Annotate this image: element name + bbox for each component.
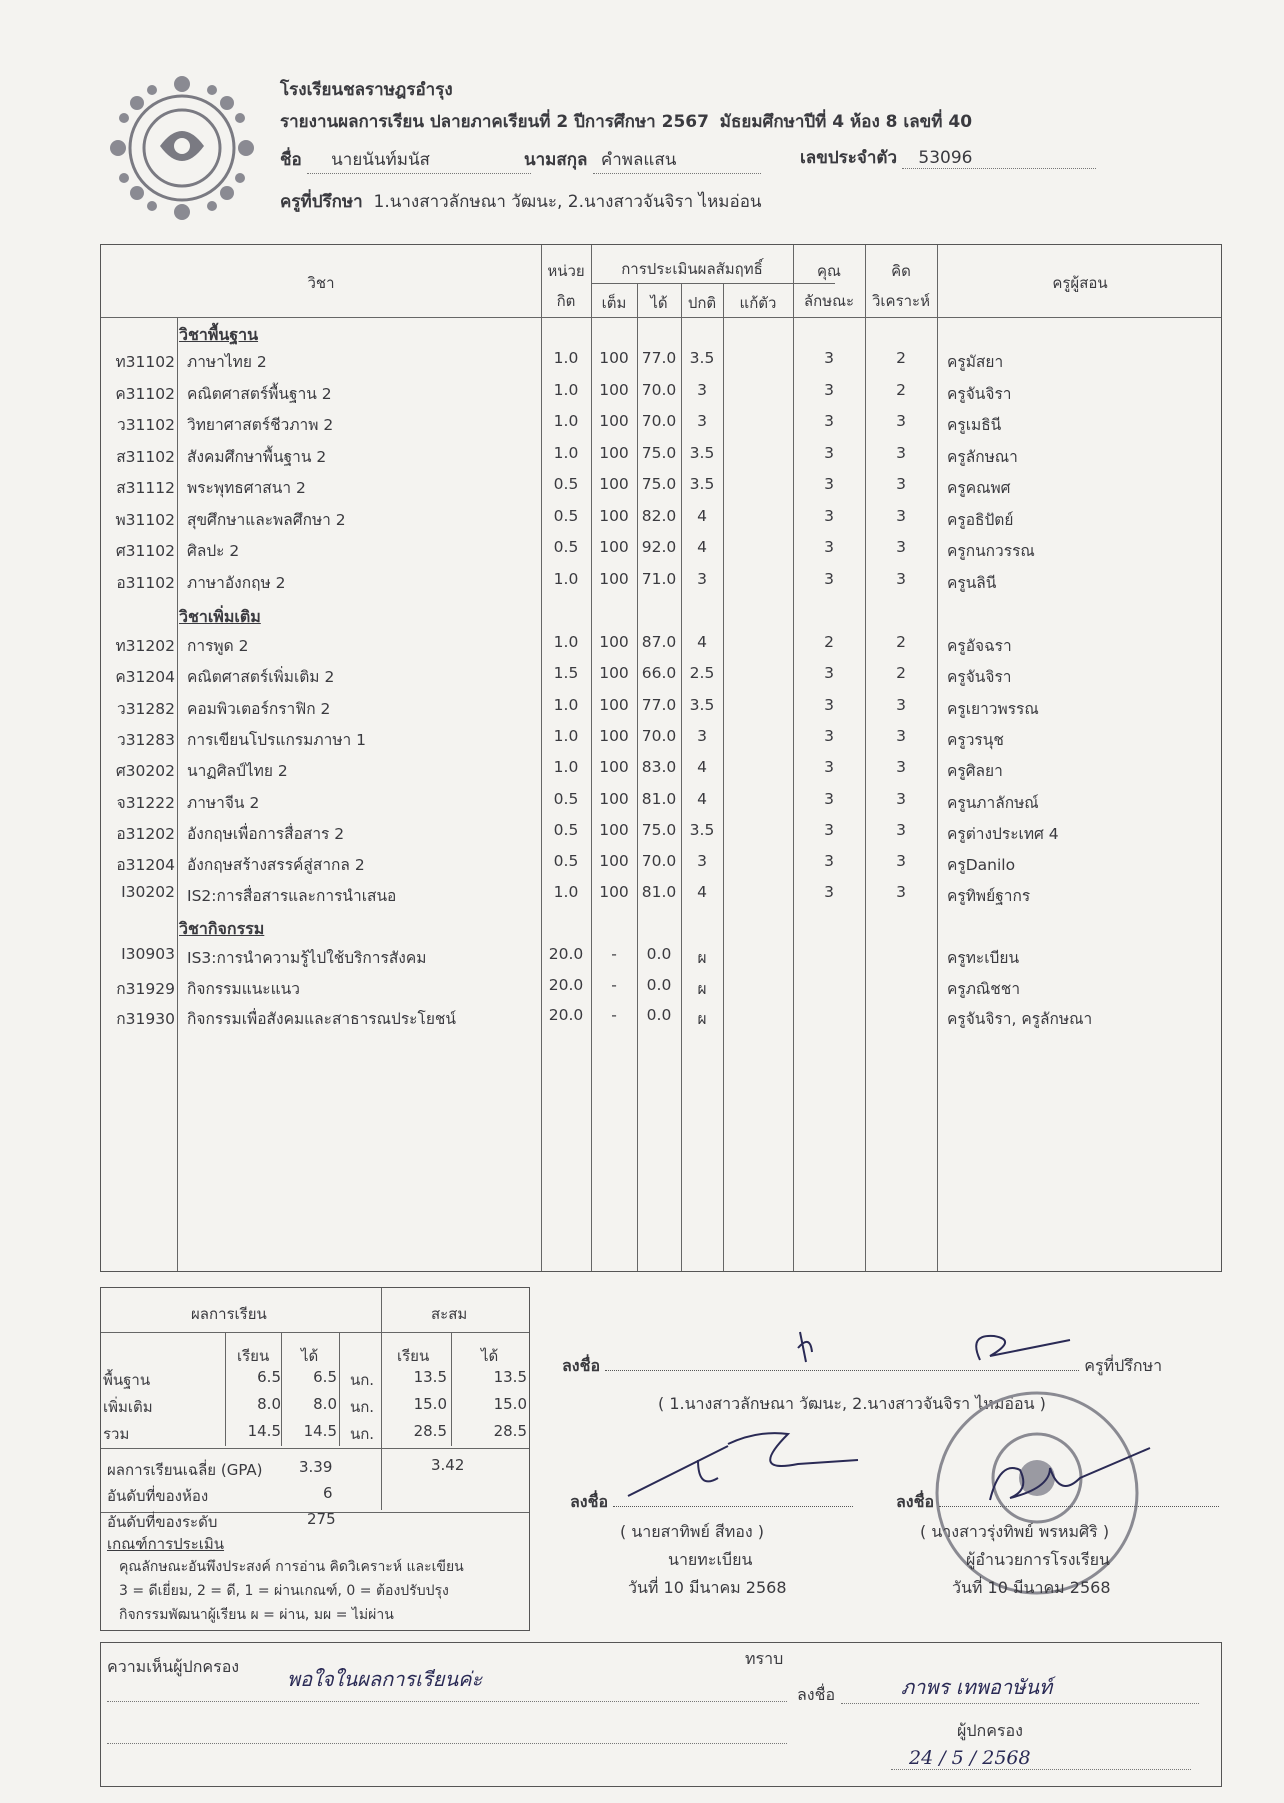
advisor-signatures	[780, 1320, 1120, 1380]
table-row	[101, 471, 1221, 501]
cell-got: 83.0	[641, 758, 677, 777]
gpa-label: ผลการเรียนเฉลี่ย (GPA)	[107, 1461, 263, 1479]
cell-grade: 4	[697, 506, 707, 525]
header-subject: วิชา	[307, 274, 335, 292]
summary-acc-got: 15.0	[493, 1395, 527, 1413]
cell-char: 3	[824, 664, 834, 683]
parent-ack-label: ทราบ	[745, 1649, 784, 1668]
cell-name: IS3:การนำความรู้ไปใช้บริการสังคม	[187, 949, 427, 967]
cell-got: 70.0	[641, 852, 677, 871]
cell-got: 70.0	[641, 412, 677, 430]
cell-code: ค31102	[115, 384, 175, 403]
table-row	[101, 1002, 1221, 1032]
cell-grade: 3	[697, 412, 707, 430]
registrar-role: นายทะเบียน	[668, 1550, 753, 1569]
table-row	[101, 879, 1221, 909]
summary-study-header: เรียน	[237, 1347, 270, 1365]
cell-name: การพูด 2	[187, 637, 249, 655]
cell-teacher: ครูต่างประเทศ 4	[947, 824, 1059, 843]
cell-think: 3	[896, 758, 906, 777]
cell-name: พระพุทธศาสนา 2	[187, 479, 306, 497]
cell-credit: 0.5	[553, 852, 579, 871]
cell-grade: 3	[697, 380, 707, 399]
cell-full: 100	[599, 852, 629, 871]
criteria-line-2: 3 = ดีเยี่ยม, 2 = ดี, 1 = ผ่านเกณฑ์, 0 = ต้องปรับปรุง	[119, 1583, 449, 1599]
cell-full: 100	[599, 506, 629, 525]
cell-got: 87.0	[641, 633, 677, 651]
cell-full: 100	[599, 412, 629, 430]
advisor-role: ครูที่ปรึกษา	[1084, 1356, 1163, 1375]
cell-grade: 3.5	[689, 443, 715, 462]
cell-name: ภาษาไทย 2	[187, 353, 267, 371]
cell-grade: 3	[697, 569, 707, 588]
cell-got: 75.0	[641, 475, 677, 493]
table-row	[101, 440, 1221, 470]
cell-credit: 1.0	[553, 380, 579, 399]
student-name-row	[280, 146, 531, 174]
cell-teacher: ครูอธิปัตย์	[947, 510, 1014, 529]
table-row	[101, 566, 1221, 596]
cell-full: 100	[599, 475, 629, 493]
cell-think: 3	[896, 506, 906, 525]
cell-code: ว31283	[116, 730, 175, 749]
cell-credit: 20.0	[548, 975, 584, 994]
cell-think: 3	[896, 820, 906, 839]
director-name: ( นางสาวรุ่งทิพย์ พรหมศิริ )	[920, 1522, 1110, 1541]
cell-char: 3	[824, 443, 834, 462]
advisor-names: ( 1.นางสาวลักษณา วัฒนะ, 2.นางสาวจันจิรา ไหมอ่อน )	[658, 1394, 1046, 1413]
cell-code: ว31282	[116, 699, 175, 718]
cell-code: ส31112	[116, 479, 175, 497]
cell-got: 71.0	[641, 569, 677, 588]
cell-teacher: ครูDanilo	[947, 856, 1016, 875]
cell-name: ภาษาอังกฤษ 2	[187, 573, 286, 592]
school-name: โรงเรียนชลราษฎรอำรุง	[280, 80, 453, 100]
cell-name: IS2:การสื่อสารและการนำเสนอ	[187, 887, 397, 906]
director-signature	[960, 1440, 1160, 1520]
header-characteristics-top: คุณ	[817, 262, 841, 280]
cell-full: -	[611, 945, 617, 963]
summary-accum-header: สะสม	[431, 1305, 468, 1323]
cell-char: 3	[824, 569, 834, 588]
registrar-date: วันที่ 10 มีนาคม 2568	[628, 1578, 787, 1597]
cell-name: ศิลปะ 2	[187, 542, 240, 560]
student-surname: คำพลแสน	[593, 146, 761, 174]
table-row	[101, 723, 1221, 753]
cell-grade: ผ	[697, 1010, 707, 1028]
summary-acc-study: 15.0	[413, 1395, 447, 1413]
parent-date: 24 / 5 / 2568	[909, 1747, 1031, 1769]
cell-full: 100	[599, 349, 629, 367]
summary-acc-study: 28.5	[413, 1422, 447, 1440]
cell-full: 100	[599, 726, 629, 745]
table-row	[101, 692, 1221, 722]
cell-credit: 1.0	[553, 443, 579, 462]
table-row	[101, 786, 1221, 816]
cell-teacher: ครูนลินี	[947, 573, 997, 592]
cell-name: กิจกรรมแนะแนว	[187, 979, 300, 998]
summary-study: 14.5	[247, 1422, 281, 1440]
cell-code: ก31929	[116, 979, 175, 998]
header-thinking-bottom: วิเคราะห์	[871, 292, 930, 310]
cell-teacher: ครูลักษณา	[947, 447, 1018, 466]
cell-think: 3	[896, 569, 906, 588]
rank-level-label: อันดับที่ของระดับ	[107, 1513, 218, 1531]
criteria-line-3: กิจกรรมพัฒนาผู้เรียน ผ = ผ่าน, มผ = ไม่ผ่าน	[119, 1607, 394, 1623]
cell-teacher: ครูภณิชชา	[947, 979, 1021, 998]
cell-think: 2	[896, 633, 906, 651]
cell-got: 75.0	[641, 820, 677, 839]
table-row	[101, 408, 1221, 438]
cell-grade: 3	[697, 852, 707, 871]
header-credit-top: หน่วย	[547, 262, 585, 280]
cell-got: 0.0	[646, 945, 672, 963]
parent-section	[100, 1642, 1222, 1787]
parent-sign-label: ลงชื่อ	[797, 1685, 836, 1704]
cell-code: ท31102	[115, 353, 175, 371]
registrar-name: ( นายสาทิพย์ สีทอง )	[620, 1522, 764, 1541]
cell-full: 100	[599, 538, 629, 556]
cell-credit: 20.0	[548, 945, 584, 963]
parent-role: ผู้ปกครอง	[957, 1721, 1023, 1740]
report-title: รายงานผลการเรียน ปลายภาคเรียนที่ 2 ปีการศึกษา 2567 มัธยมศึกษาปีที่ 4 ห้อง 8 เลขที่ 40	[280, 112, 973, 132]
table-row	[101, 534, 1221, 564]
cell-teacher: ครูมัสยา	[947, 353, 1004, 371]
director-role: ผู้อำนวยการโรงเรียน	[966, 1550, 1110, 1569]
header-fix: แก้ตัว	[739, 294, 777, 312]
cell-code: ค31204	[115, 668, 175, 687]
cell-char: 3	[824, 883, 834, 902]
cell-full: 100	[599, 883, 629, 902]
advisor-signature-line: ลงชื่อ ครูที่ปรึกษา	[562, 1356, 1163, 1375]
cell-code: อ31204	[116, 856, 175, 875]
cell-credit: 0.5	[553, 538, 579, 556]
cell-teacher: ครูเยาวพรรณ	[947, 699, 1039, 718]
header-assessment: การประเมินผลสัมฤทธิ์	[621, 260, 763, 278]
cell-credit: 0.5	[553, 789, 579, 808]
header-got: ได้	[650, 294, 668, 312]
director-signature-line: ลงชื่อ	[896, 1490, 1219, 1515]
cell-name: วิทยาศาสตร์ชีวภาพ 2	[187, 416, 334, 434]
cell-grade: 4	[697, 633, 707, 651]
cell-char: 3	[824, 538, 834, 556]
cell-got: 81.0	[641, 883, 677, 902]
gpa-value: 3.39	[299, 1458, 333, 1476]
table-row	[101, 941, 1221, 971]
cell-code: ก31930	[116, 1010, 175, 1028]
summary-acc-got: 13.5	[493, 1368, 527, 1386]
cell-teacher: ครูกนกวรรณ	[947, 542, 1035, 560]
cell-name: คอมพิวเตอร์กราฟิก 2	[187, 699, 331, 718]
cell-grade: 3.5	[689, 349, 715, 367]
cell-think: 3	[896, 443, 906, 462]
cell-full: 100	[599, 443, 629, 462]
cell-teacher: ครูอัจฉรา	[947, 637, 1012, 655]
cell-teacher: ครูจันจิรา	[947, 384, 1012, 403]
grades-table	[100, 244, 1222, 1272]
cell-grade: 3.5	[689, 820, 715, 839]
cell-credit: 0.5	[553, 820, 579, 839]
summary-box	[100, 1287, 530, 1631]
table-row	[101, 629, 1221, 659]
cell-code: อ31202	[116, 824, 175, 843]
cell-grade: 4	[697, 789, 707, 808]
cell-grade: 3	[697, 726, 707, 745]
cell-got: 77.0	[641, 695, 677, 714]
cell-got: 0.0	[646, 1006, 672, 1024]
registrar-signature	[620, 1432, 860, 1512]
header-normal: ปกติ	[687, 294, 717, 312]
cell-credit: 20.0	[548, 1006, 584, 1024]
cell-full: 100	[599, 820, 629, 839]
cell-grade: 3.5	[689, 695, 715, 714]
cell-char: 3	[824, 758, 834, 777]
cell-name: นาฏศิลป์ไทย 2	[187, 762, 288, 781]
summary-got-header: ได้	[301, 1347, 319, 1365]
cell-char: 3	[824, 789, 834, 808]
table-row	[101, 972, 1221, 1002]
table-row	[101, 660, 1221, 690]
cell-code: อ31102	[116, 573, 175, 592]
cell-full: 100	[599, 380, 629, 399]
summary-results-header: ผลการเรียน	[191, 1305, 267, 1323]
registrar-signature-line: ลงชื่อ	[570, 1490, 853, 1515]
director-date: วันที่ 10 มีนาคม 2568	[952, 1578, 1111, 1597]
cell-got: 77.0	[641, 349, 677, 367]
cell-full: 100	[599, 695, 629, 714]
cell-code: ว31102	[116, 416, 175, 434]
cell-think: 3	[896, 538, 906, 556]
cell-got: 92.0	[641, 538, 677, 556]
cell-teacher: ครูทะเบียน	[947, 949, 1020, 967]
rank-room-value: 6	[323, 1484, 333, 1502]
cell-full: 100	[599, 758, 629, 777]
cell-credit: 1.0	[553, 883, 579, 902]
cell-full: 100	[599, 633, 629, 651]
table-row	[101, 345, 1221, 375]
header-characteristics-bottom: ลักษณะ	[803, 292, 855, 310]
summary-unit: นก.	[349, 1425, 375, 1443]
header-full: เต็ม	[601, 294, 627, 312]
cell-think: 3	[896, 695, 906, 714]
student-surname-row	[524, 146, 761, 174]
cell-credit: 1.0	[553, 758, 579, 777]
cell-think: 3	[896, 789, 906, 808]
cell-name: คณิตศาสตร์พื้นฐาน 2	[187, 384, 332, 403]
cell-name: กิจกรรมเพื่อสังคมและสาธารณประโยชน์	[187, 1010, 457, 1028]
student-id: 53096	[902, 148, 1096, 169]
cell-credit: 1.0	[553, 726, 579, 745]
cell-grade: 2.5	[689, 664, 715, 683]
cell-code: I30202	[121, 883, 175, 902]
table-row	[101, 848, 1221, 878]
cell-credit: 1.0	[553, 633, 579, 651]
cell-think: 2	[896, 664, 906, 683]
cell-char: 3	[824, 380, 834, 399]
cell-name: สุขศึกษาและพลศึกษา 2	[187, 510, 346, 529]
surname-label: นามสกุล	[524, 150, 588, 170]
cell-char: 3	[824, 475, 834, 493]
cell-teacher: ครูคณพศ	[947, 479, 1011, 497]
cell-char: 3	[824, 726, 834, 745]
cell-grade: ผ	[697, 979, 707, 998]
cell-name: อังกฤษเพื่อการสื่อสาร 2	[187, 824, 345, 843]
parent-signature: ภาพร เทพอาษันท์	[901, 1675, 1053, 1699]
cell-full: -	[611, 975, 617, 994]
advisor-names: 1.นางสาวลักษณา วัฒนะ, 2.นางสาวจันจิรา ไหมอ่อน	[373, 192, 762, 212]
cell-name: คณิตศาสตร์เพิ่มเติม 2	[187, 668, 335, 687]
rank-room-label: อันดับที่ของห้อง	[107, 1487, 209, 1505]
summary-acc-study: 13.5	[413, 1368, 447, 1386]
criteria-line-1: คุณลักษณะอันพึงประสงค์ การอ่าน คิดวิเคราะห์ และเขียน	[119, 1559, 464, 1575]
summary-label: เพิ่มเติม	[103, 1398, 153, 1416]
summary-label: รวม	[103, 1425, 130, 1443]
school-logo	[108, 74, 256, 222]
section-additional: วิชาเพิ่มเติม	[179, 607, 261, 626]
table-row	[101, 377, 1221, 407]
cell-teacher: ครูเมธินี	[947, 416, 1002, 434]
header-thinking-top: คิด	[891, 262, 911, 280]
cell-teacher: ครูทิพย์ฐากร	[947, 887, 1031, 906]
cell-got: 70.0	[641, 726, 677, 745]
cell-code: จ31222	[116, 793, 175, 812]
cell-got: 66.0	[641, 664, 677, 683]
cell-grade: ผ	[697, 949, 707, 967]
cell-credit: 1.0	[553, 569, 579, 588]
cell-char: 3	[824, 852, 834, 871]
cell-think: 2	[896, 380, 906, 399]
cell-name: อังกฤษสร้างสรรค์สู่สากล 2	[187, 856, 365, 875]
cell-char: 3	[824, 506, 834, 525]
cell-teacher: ครูศิลยา	[947, 762, 1003, 781]
gpa-accum-value: 3.42	[431, 1456, 465, 1474]
summary-acc-study-header: เรียน	[397, 1347, 430, 1365]
student-id-row	[800, 144, 1096, 171]
cell-credit: 1.0	[553, 412, 579, 430]
cell-think: 3	[896, 412, 906, 430]
cell-char: 3	[824, 820, 834, 839]
cell-think: 3	[896, 726, 906, 745]
cell-teacher: ครูนภาลักษณ์	[947, 793, 1039, 812]
cell-char: 3	[824, 349, 834, 367]
cell-credit: 0.5	[553, 475, 579, 493]
table-row	[101, 817, 1221, 847]
summary-got: 8.0	[313, 1395, 337, 1413]
advisor-label: ครูที่ปรึกษา	[280, 192, 363, 212]
cell-code: ท31202	[115, 637, 175, 655]
cell-grade: 3.5	[689, 475, 715, 493]
advisor-row	[280, 188, 762, 215]
summary-unit: นก.	[349, 1371, 375, 1389]
cell-code: พ31102	[115, 510, 175, 529]
cell-credit: 1.5	[553, 664, 579, 683]
cell-char: 3	[824, 695, 834, 714]
parent-comment: พอใจในผลการเรียนค่ะ	[287, 1667, 483, 1691]
cell-grade: 4	[697, 883, 707, 902]
header-teacher: ครูผู้สอน	[1052, 274, 1108, 292]
summary-got: 14.5	[303, 1422, 337, 1440]
summary-study: 8.0	[257, 1395, 281, 1413]
cell-grade: 4	[697, 538, 707, 556]
cell-name: ภาษาจีน 2	[187, 793, 260, 812]
summary-got: 6.5	[313, 1368, 337, 1386]
summary-study: 6.5	[257, 1368, 281, 1386]
cell-think: 3	[896, 883, 906, 902]
criteria-title: เกณฑ์การประเมิน	[107, 1535, 225, 1553]
summary-label: พื้นฐาน	[103, 1371, 151, 1389]
name-label: ชื่อ	[280, 150, 302, 170]
cell-code: ส31102	[116, 447, 175, 466]
table-row	[101, 754, 1221, 784]
cell-got: 82.0	[641, 506, 677, 525]
section-basic: วิชาพื้นฐาน	[179, 325, 259, 344]
cell-full: 100	[599, 789, 629, 808]
rank-level-value: 275	[307, 1510, 336, 1528]
cell-got: 75.0	[641, 443, 677, 462]
cell-got: 70.0	[641, 380, 677, 399]
parent-comment-label: ความเห็นผู้ปกครอง	[107, 1657, 240, 1676]
summary-unit: นก.	[349, 1398, 375, 1416]
cell-think: 3	[896, 852, 906, 871]
cell-full: 100	[599, 664, 629, 683]
cell-code: I30903	[121, 945, 175, 963]
id-label: เลขประจำตัว	[800, 148, 897, 168]
cell-name: สังคมศึกษาพื้นฐาน 2	[187, 447, 327, 466]
cell-got: 0.0	[646, 975, 672, 994]
cell-full: 100	[599, 569, 629, 588]
cell-think: 2	[896, 349, 906, 367]
cell-full: -	[611, 1006, 617, 1024]
cell-teacher: ครูจันจิรา	[947, 668, 1012, 687]
cell-got: 81.0	[641, 789, 677, 808]
cell-code: ศ31102	[115, 542, 175, 560]
cell-think: 3	[896, 475, 906, 493]
cell-char: 2	[824, 633, 834, 651]
cell-credit: 0.5	[553, 506, 579, 525]
cell-grade: 4	[697, 758, 707, 777]
cell-name: การเขียนโปรแกรมภาษา 1	[187, 730, 367, 749]
cell-credit: 1.0	[553, 695, 579, 714]
cell-code: ศ30202	[115, 762, 175, 781]
summary-acc-got: 28.5	[493, 1422, 527, 1440]
cell-teacher: ครูจันจิรา, ครูลักษณา	[947, 1010, 1093, 1028]
table-row	[101, 503, 1221, 533]
student-name: นายนันท์มนัส	[307, 146, 531, 174]
cell-char: 3	[824, 412, 834, 430]
section-activities: วิชากิจกรรม	[179, 919, 265, 938]
summary-acc-got-header: ได้	[481, 1347, 499, 1365]
cell-teacher: ครูวรนุช	[947, 730, 1004, 749]
cell-credit: 1.0	[553, 349, 579, 367]
header-credit-bottom: กิต	[556, 292, 576, 310]
